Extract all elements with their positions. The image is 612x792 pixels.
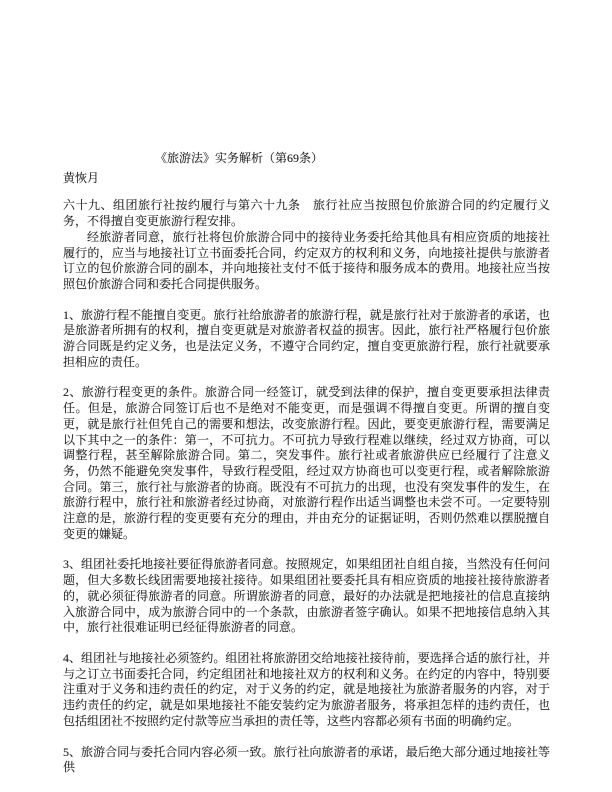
paragraph-point-5: 5、旅游合同与委托合同内容必须一致。旅行社向旅游者的承诺，最后绝大部分通过地接社等供: [63, 744, 550, 775]
document-title: 《旅游法》实务解析（第69条）: [155, 151, 324, 165]
document-content: [63, 151, 550, 776]
paragraph-point-2: 2、旅游行程变更的条件。旅游合同一经签订，就受到法律的保护，擅自变更要承担法律责任。但是，旅游合同签订后也不是绝对不能变更，而是强调不得擅自变更。所谓的擅自变更，就是旅行社但凭自己的需要和想法，改变旅游行程。因此，要变更旅游行程，需要满足以下其中之一的条件：第一，不可抗力。不可抗力导致行程难以继续，经过双方协商，可以调整行程，甚至解除旅游合同。第二，突发事件。旅行社或者旅游供应已经履行了注意义务，仍然不能避免突发事件，导致行程受阻，经过双方协商也可以变更行程，或者解除旅游合同。第三，旅行社与旅游者的协商。既没有不可抗力的出现，也没有突发事件的发生，在旅游行程中，旅行社和旅游者经过协商，对旅游行程作出适当调整也未尝不可。一定要特别注意的是，旅游行程的变更要有充分的理由，并由充分的证据证明，否则仍然难以摆脱擅自变更的嫌疑。: [63, 385, 550, 541]
paragraph-article-body: 经旅游者同意，旅行社将包价旅游合同中的接待业务委托给其他具有相应资质的地接社履行的，应当与地接社订立书面委托合同，约定双方的权利和义务，向地接社提供与旅游者订立的包价旅游合同的副本，并向地接社支付不低于接待和服务成本的费用。地接社应当按照包价旅游合同和委托合同提供服务。: [63, 229, 550, 291]
paragraph-article-heading: 六十九、组团旅行社按约履行与第六十九条 旅行社应当按照包价旅游合同的约定履行义务，不得擅自变更旅游行程安排。: [63, 198, 550, 229]
paragraph-point-4: 4、组团社与地接社必须签约。组团社将旅游团交给地接社接待前，要选择合适的旅行社，并与之订立书面委托合同，约定组团社和地接社双方的权利和义务。在约定的内容中，特别要注重对于义务和违约责任的约定，对于义务的约定，就是地接社为旅游者服务的内容，对于违约责任的约定，就是如果地接社不能安装约定为旅游者服务，将承担怎样的违约责任，也包括组团社不按照约定付款等应当承担的责任等，这些内容都必须有书面的明确约定。: [63, 650, 550, 728]
paragraph-point-3: 3、组团社委托地接社要征得旅游者同意。按照规定，如果组团社自组自接，当然没有任何问题，但大多数长线团需要地接社接待。如果组团社要委托具有相应资质的地接社接待旅游者的，就必须征得旅游者的同意。所谓旅游者的同意，最好的办法就是把地接社的信息直接纳入旅游合同中，成为旅游合同中的一个条款，由旅游者签字确认。如果不把地接信息纳入其中，旅行社很难证明已经征得旅游者的同意。: [63, 557, 550, 635]
author-name: 黄恢月: [63, 170, 100, 185]
paragraph-point-1: 1、旅游行程不能擅自变更。旅行社给旅游者的旅游行程，就是旅行社对于旅游者的承诺，也是旅游者所拥有的权利，擅自变更就是对旅游者权益的损害。因此，旅行社严格履行包价旅游合同既是约定义务，也是法定义务，不遵守合同约定，擅自变更旅游行程，旅行社就要承担相应的责任。: [63, 307, 550, 369]
